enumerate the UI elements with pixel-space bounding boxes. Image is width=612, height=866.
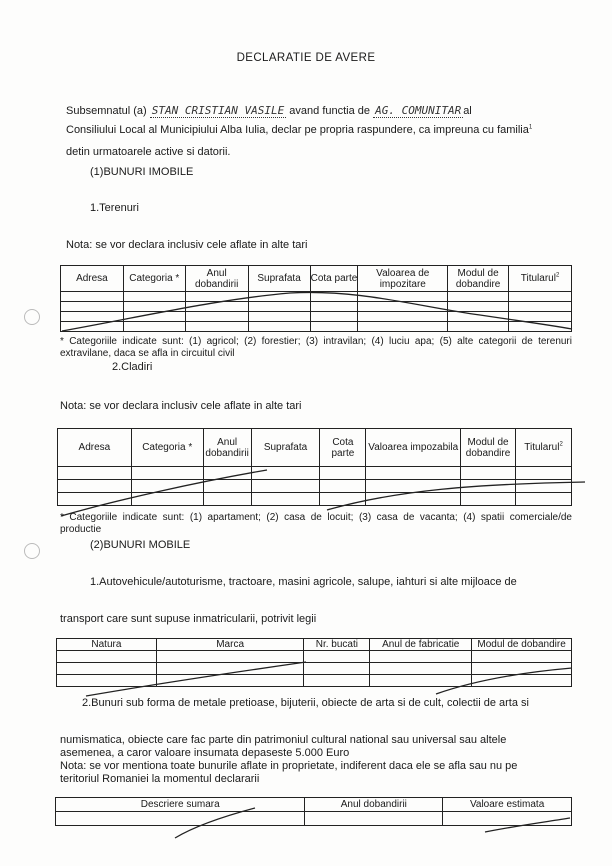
- declarant-name: STAN CRISTIAN VASILE: [151, 104, 285, 117]
- bunuri-valoare-table: [55, 797, 572, 826]
- intro-line-3: detin urmatoarele active si datorii.: [66, 146, 231, 158]
- header-anul-dobandirii: Anul dobandirii: [203, 429, 251, 467]
- terenuri-nota: Nota: se vor declara inclusiv cele aflate in alte tari: [66, 239, 308, 251]
- punch-hole-1: [24, 309, 40, 325]
- header-valoare-impozabila: Valoarea impozabila: [366, 429, 461, 467]
- header-natura: Natura: [57, 639, 157, 651]
- table-row: [61, 312, 572, 322]
- intro-line-2: [66, 124, 596, 137]
- table-row: [61, 322, 572, 332]
- subsemnatul-label: Subsemnatul (a): [66, 105, 147, 117]
- header-valoare-estimata: Valoare estimata: [443, 798, 572, 812]
- metale-line-2: numismatica, obiecte care fac parte din patrimoniul cultural national sau universal sau altele: [60, 734, 507, 746]
- header-modul-dobandire: Modul de dobandire: [461, 429, 516, 467]
- autovehicule-table: [56, 638, 572, 687]
- avand-label: avand functia de: [289, 105, 371, 117]
- terenuri-footnote: * Categoriile indicate sunt: (1) agricol; (2) forestier; (3) intravilan; (4) luciu apa; (5) alte categorii de terenuri extravilane, daca se afla in circuitul civil: [60, 336, 572, 359]
- header-categoria: Categoria *: [131, 429, 203, 467]
- table-row: [57, 651, 572, 663]
- header-cota-parte: Cota parte: [320, 429, 366, 467]
- intro-line-2-text: Consiliului Local al Municipiului Alba Iulia, declar pe propria raspundere, ca impreuna cu familia: [66, 124, 529, 136]
- metale-line-3: asemenea, a caror valoare insumata depaseste 5.000 Euro: [60, 747, 350, 759]
- header-valoare-impozitare: Valoarea de impozitare: [358, 266, 448, 292]
- declarant-function: AG. COMUNITAR: [375, 104, 462, 117]
- cladiri-nota: Nota: se vor declara inclusiv cele aflate in alte tari: [60, 400, 302, 412]
- titularul-label: Titularul: [520, 273, 556, 284]
- cladiri-heading: 2.Cladiri: [112, 361, 153, 373]
- header-titularul: [516, 429, 572, 467]
- footnote-2-marker: 2: [559, 441, 563, 448]
- table-row: [58, 493, 572, 506]
- header-marca: Marca: [156, 639, 304, 651]
- punch-hole-2: [24, 543, 40, 559]
- al-label: al: [463, 105, 472, 117]
- header-anul-dobandirii: Anul dobandirii: [185, 266, 248, 292]
- header-modul-dobandire: Modul de dobandire: [448, 266, 509, 292]
- metale-nota-1: Nota: se vor mentiona toate bunurile aflate in proprietate, indiferent daca ele se afla sau nu pe: [60, 760, 518, 772]
- header-cota-parte: Cota parte: [310, 266, 358, 292]
- auto-line-2: transport care sunt supuse inmatricularii, potrivit legii: [60, 613, 317, 625]
- metale-line-1: 2.Bunuri sub forma de metale pretioase, bijuterii, obiecte de arta si de cult, colectii de arta si: [82, 697, 529, 709]
- footnote-1-marker: 1: [528, 124, 533, 131]
- table-row: [61, 302, 572, 312]
- table-row: [58, 480, 572, 493]
- header-suprafata: Suprafata: [248, 266, 310, 292]
- header-modul-dobandire: Modul de dobandire: [472, 639, 572, 651]
- terenuri-heading: 1.Terenuri: [90, 202, 139, 214]
- header-categoria: Categoria *: [123, 266, 185, 292]
- section-2-heading: (2)BUNURI MOBILE: [90, 539, 191, 551]
- auto-line-1: 1.Autovehicule/autoturisme, tractoare, masini agricole, salupe, iahturi si alte mijloace de: [90, 576, 517, 588]
- cladiri-table: [57, 428, 572, 506]
- table-row: [58, 467, 572, 480]
- table-row: [56, 812, 572, 826]
- header-suprafata: Suprafata: [251, 429, 320, 467]
- terenuri-table: [60, 265, 572, 332]
- page-title: DECLARATIE DE AVERE: [236, 52, 376, 64]
- footnote-2-marker: 2: [555, 272, 560, 279]
- header-anul-dobandirii: Anul dobandirii: [305, 798, 443, 812]
- metale-nota-2: teritoriul Romaniei la momentul declararii: [60, 773, 260, 785]
- header-anul-fabricatie: Anul de fabricatie: [370, 639, 472, 651]
- table-row: [57, 675, 572, 687]
- table-row: [61, 292, 572, 302]
- header-descriere-sumara: Descriere sumara: [56, 798, 305, 812]
- section-1-heading: (1)BUNURI IMOBILE: [90, 166, 194, 178]
- header-titularul: [509, 266, 572, 292]
- cladiri-footnote: * Categoriile indicate sunt: (1) apartament; (2) casa de locuit; (3) casa de vacanta; (4) spatii comerciale/de productie: [60, 512, 572, 535]
- header-nr-bucati: Nr. bucati: [304, 639, 370, 651]
- table-row: [57, 663, 572, 675]
- header-adresa: Adresa: [58, 429, 132, 467]
- header-adresa: Adresa: [61, 266, 124, 292]
- titularul-label: Titularul: [524, 442, 560, 453]
- intro-line-1: [66, 104, 586, 118]
